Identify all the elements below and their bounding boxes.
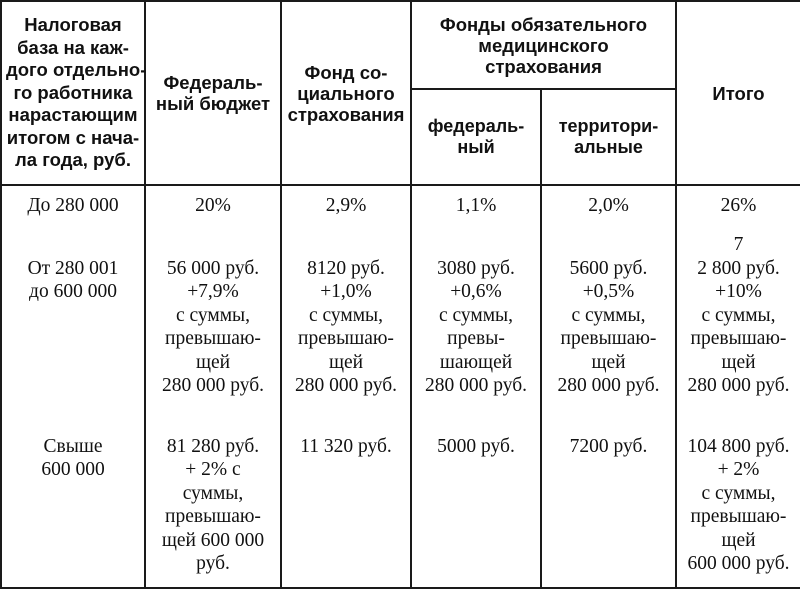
cell-line: превышаю- (690, 506, 787, 528)
cell-line: 600 000 (41, 459, 105, 481)
cell-federal-budget (145, 233, 281, 435)
cell-line: шающей (439, 351, 513, 373)
cell-medical-federal (411, 233, 541, 435)
header-tax-base (1, 1, 145, 185)
header-medical-federal-line: ный (457, 137, 495, 157)
cell-line: До 280 000 (27, 195, 119, 216)
header-federal-budget-line: Федераль- (163, 72, 263, 93)
cell-line: превы- (447, 328, 505, 350)
cell-line: 600 000 руб. (687, 553, 790, 575)
cell-line: с суммы, (571, 304, 646, 326)
header-medical-territorial (541, 89, 676, 185)
cell-line: с суммы, (701, 482, 776, 504)
cell-line: 3080 руб. (437, 257, 515, 279)
cell-line: + 2% (717, 459, 760, 481)
spacer-line (546, 233, 671, 257)
header-total (676, 1, 800, 185)
header-medical-territorial-line: альные (574, 137, 643, 157)
cell-line: 280 000 руб. (687, 375, 790, 397)
cell-line: 5600 руб. (569, 257, 648, 279)
cell-line: щей (195, 351, 231, 373)
cell-medical-federal (411, 435, 541, 588)
cell-total (676, 233, 800, 435)
cell-total (676, 185, 800, 233)
cell-line: превышаю- (298, 328, 394, 350)
cell-line: до 600 000 (29, 281, 117, 303)
cell-line: превышаю- (560, 328, 657, 350)
cell-medical-territorial (541, 435, 676, 588)
cell-line: 280 000 руб. (294, 375, 398, 397)
cell-line: От 280 001 (27, 257, 119, 279)
header-tax-base-line: Налоговая (24, 14, 122, 36)
cell-line: Свыше (43, 435, 103, 457)
header-tax-base-line: го работника (13, 81, 133, 103)
cell-line: с суммы, (308, 304, 384, 326)
cell-line: щей (721, 351, 756, 373)
cell-line: + 2% с (185, 459, 241, 481)
header-social-insurance-line: циального (297, 82, 395, 104)
spacer-line (150, 233, 276, 257)
header-social-insurance (281, 1, 411, 185)
cell-line: +0,5% (582, 281, 635, 303)
cell-line: 81 280 руб. (166, 435, 260, 457)
header-federal-budget (145, 1, 281, 185)
cell-line: 2 800 руб. (697, 257, 780, 279)
cell-line: 56 000 руб. (166, 257, 260, 279)
cell-line: с суммы, (701, 304, 776, 326)
cell-line: превышаю- (165, 506, 261, 528)
cell-line: 8120 руб. (307, 257, 385, 279)
cell-social-insurance (281, 185, 411, 233)
cell-tax-base (1, 185, 145, 233)
header-medical-funds (411, 1, 676, 89)
cell-medical-territorial (541, 233, 676, 435)
cell-line: руб. (196, 553, 230, 575)
cell-line: 104 800 руб. (687, 435, 790, 457)
header-medical-federal-line: федераль- (427, 116, 525, 136)
spacer-line (286, 233, 406, 257)
header-tax-base-line: нарастающим (8, 104, 138, 126)
cell-line: 280 000 руб. (161, 375, 265, 397)
header-tax-base-line: итогом с нача- (6, 126, 140, 148)
cell-line: +1,0% (320, 281, 372, 303)
header-tax-base-line: дого отдельно- (6, 59, 147, 81)
cell-social-insurance (281, 233, 411, 435)
header-medical-funds-line: медицинского (478, 34, 609, 56)
cell-line: щей (591, 351, 626, 373)
header-medical-federal (411, 89, 541, 185)
cell-line: +10% (715, 281, 762, 303)
header-medical-funds-line: страхования (485, 55, 602, 77)
header-social-insurance-line: Фонд со- (304, 61, 388, 83)
cell-line: превышаю- (165, 328, 261, 350)
cell-line: с суммы, (175, 304, 251, 326)
cell-line: превышаю- (690, 328, 787, 350)
cell-social-insurance (281, 435, 411, 588)
cell-line: суммы, (182, 482, 244, 504)
table-row (1, 435, 800, 588)
header-medical-territorial-line: территори- (558, 116, 659, 136)
cell-line: с суммы, (438, 304, 514, 326)
cell-federal-budget (145, 185, 281, 233)
cell-line: 7200 руб. (569, 435, 648, 457)
cell-line: 2,0% (588, 195, 629, 216)
table-row (1, 233, 800, 435)
spacer-line (6, 233, 140, 257)
cell-line: 2,9% (325, 195, 367, 216)
cell-line: 1,1% (455, 195, 497, 216)
header-social-insurance-line: страхования (287, 103, 405, 125)
cell-medical-federal (411, 185, 541, 233)
cell-line: 20% (195, 195, 231, 216)
cell-line: 280 000 руб. (557, 375, 660, 397)
cell-line: +7,9% (187, 281, 239, 303)
header-total-line: Итого (712, 82, 765, 104)
cell-line: +0,6% (450, 281, 502, 303)
cell-line: 5000 руб. (437, 435, 515, 457)
spacer-line (416, 233, 536, 257)
cell-line: щей (328, 351, 364, 373)
header-federal-budget-line: ный бюджет (155, 93, 271, 114)
cell-tax-base (1, 233, 145, 435)
cell-federal-budget (145, 435, 281, 588)
cell-line: щей (721, 529, 756, 551)
cell-line: 7 (733, 234, 744, 256)
table-row (1, 185, 800, 233)
cell-line: 26% (720, 195, 757, 216)
cell-tax-base (1, 435, 145, 588)
header-tax-base-line: база на каж- (17, 36, 129, 58)
cell-line: 11 320 руб. (300, 435, 392, 457)
cell-total (676, 435, 800, 588)
cell-line: щей 600 000 (161, 529, 265, 551)
header-medical-funds-line: Фонды обязательного (439, 13, 648, 35)
cell-medical-territorial (541, 185, 676, 233)
header-tax-base-line: ла года, руб. (15, 149, 131, 171)
cell-line: 280 000 руб. (424, 375, 528, 397)
